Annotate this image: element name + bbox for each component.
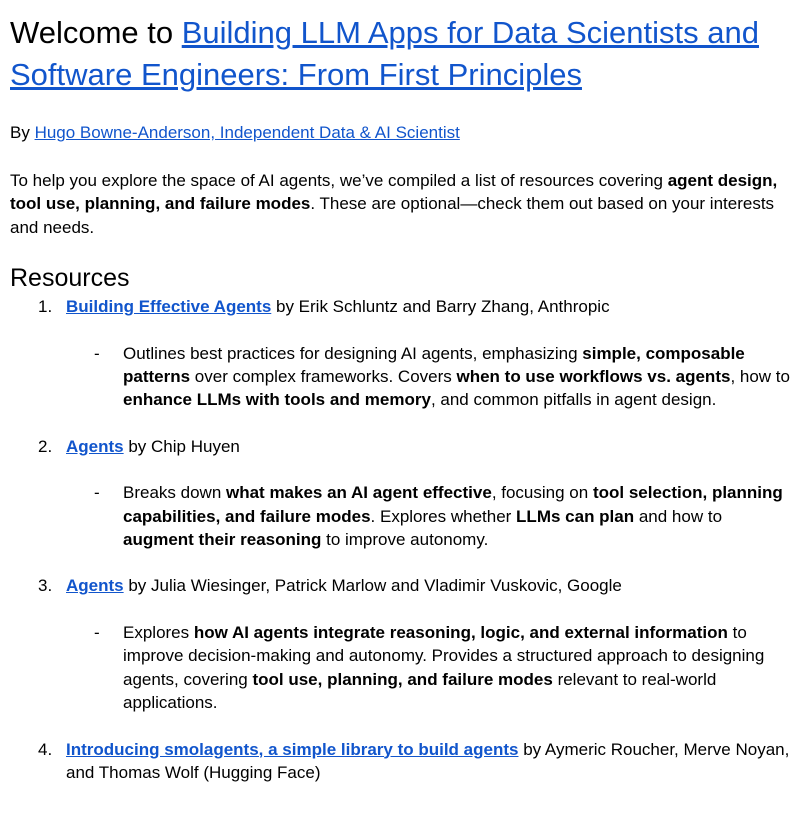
bullet-dash: - [94,622,100,642]
description-text: . Explores whether [370,506,517,526]
resource-number: 4. [38,739,53,759]
intro-bold-text: agent design, tool use, planning, and failure modes [10,171,778,214]
description-text: relevant to real-world applications. [123,669,717,713]
resource-link[interactable]: Agents [66,436,124,456]
resource-author: by Erik Schluntz and Barry Zhang, Anthropic [271,297,610,317]
resource-link[interactable]: Building Effective Agents [66,297,272,317]
intro-paragraph [10,169,790,239]
description-bold-text: enhance LLMs with tools and memory [123,390,431,410]
resources-list [10,295,790,784]
author-link[interactable]: Hugo Bowne-Anderson, Independent Data & AI Scientist [34,123,460,142]
resources-heading: Resources [10,264,130,293]
resource-number: 3. [38,576,53,596]
course-title-link[interactable]: Building LLM Apps for Data Scientists and Software Engineers: From First Principles [10,15,759,92]
resource-description [66,342,790,412]
description-text: , and common pitfalls in agent design. [430,390,717,410]
resource-number: 2. [38,436,53,456]
description-bold-text: tool selection, planning capabilities, and failure modes [123,483,783,526]
resource-description [66,621,790,715]
description-bold-text: when to use workflows vs. agents [456,367,731,387]
resource-author: by Aymeric Roucher, Merve Noyan, and Thomas Wolf (Hugging Face) [66,739,790,782]
resource-link[interactable]: Agents [66,576,124,596]
bullet-dash: - [94,483,100,503]
description-bold-text: augment their reasoning [123,530,322,550]
resource-item [10,295,790,412]
description-bold-text: what makes an AI agent effective [226,483,492,503]
resource-author: by Chip Huyen [123,436,240,456]
intro-text: To help you explore the space of AI agents, we’ve compiled a list of resources covering [10,171,668,190]
description-text: , focusing on [491,483,593,503]
description-text: over complex frameworks. Covers [190,367,457,387]
description-text: to improve autonomy. [321,530,489,550]
resource-item [10,574,790,714]
description-text: Outlines best practices for designing AI agents, emphasizing [123,343,583,363]
description-bold-text: simple, composable patterns [123,343,745,387]
resource-number: 1. [38,297,53,317]
description-text: Explores [123,622,194,642]
resource-item [10,435,790,552]
resource-link[interactable]: Introducing smolagents, a simple library to build agents [66,739,519,759]
byline [10,121,790,145]
resource-author: by Julia Wiesinger, Patrick Marlow and Vladimir Vuskovic, Google [123,576,622,596]
page-title-prefix: Welcome to [10,15,182,50]
bullet-dash: - [94,343,100,363]
resource-description [66,481,790,551]
page-title [10,10,790,96]
description-bold-text: LLMs can plan [516,506,635,526]
description-bold-text: how AI agents integrate reasoning, logic, and external information [193,622,728,642]
intro-text: . These are optional—check them out based on your interests and needs. [10,194,775,237]
byline-prefix: By [10,123,35,142]
description-bold-text: tool use, planning, and failure modes [252,669,553,689]
description-text: and how to [634,506,723,526]
description-text: to improve decision-making and autonomy. Provides a structured approach to designing agents, covering [123,622,765,689]
description-text: , how to [730,367,790,387]
resource-item [10,738,790,785]
description-text: Breaks down [123,483,226,503]
